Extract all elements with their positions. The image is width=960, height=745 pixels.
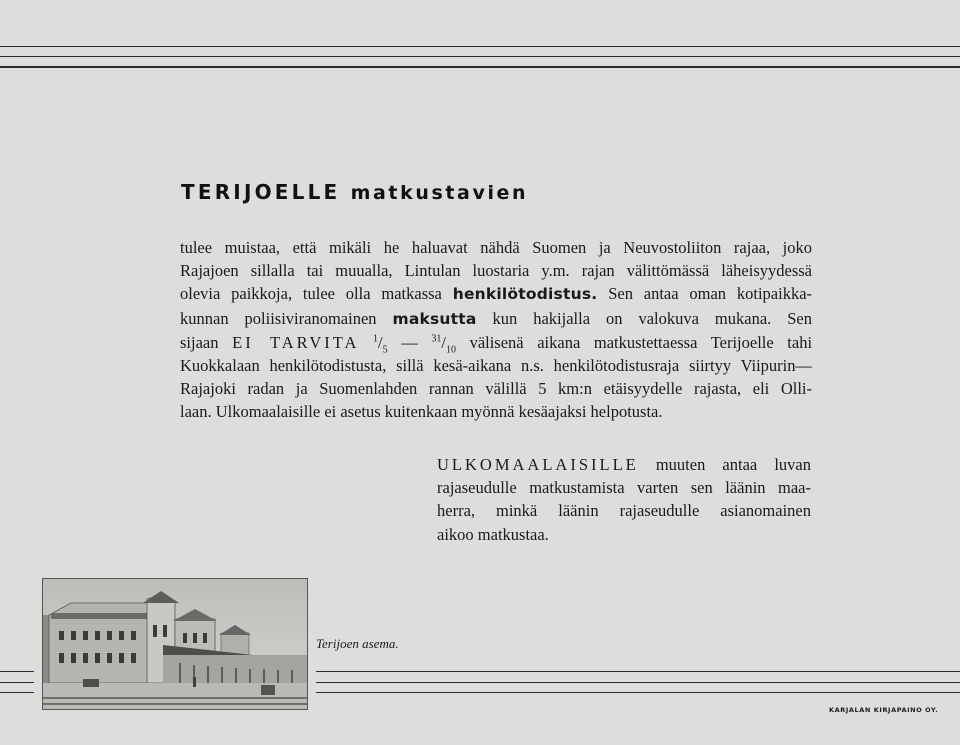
emphasis-henkilotodistus: henkilötodistus.	[452, 285, 598, 304]
paragraph-2-line-1	[437, 453, 811, 476]
line-4-text-a: kunnan poliisiviranomainen	[180, 308, 377, 328]
emphasis-maksutta: maksutta	[392, 309, 477, 328]
heading-part2: matkustavien	[350, 182, 529, 204]
paragraph-1-line-5	[180, 331, 812, 354]
paragraph-1-line-7: Rajajoki radan ja Suomenlahden rannan välillä 5 km:n etäisyydelle rajasta, eli Olli-	[180, 379, 812, 399]
emphasis-ei-tarvita: EI TARVITA	[232, 332, 360, 352]
line-1-text-b: muuten antaa luvan	[655, 455, 811, 474]
bottom-right-rule-3	[316, 692, 960, 693]
bottom-left-rule-1	[0, 671, 34, 672]
line-4-text-b: kun hakijalla on valokuva mukana. Sen	[492, 308, 812, 328]
photo-caption: Terijoen asema.	[316, 636, 399, 651]
top-rule-1	[0, 46, 960, 47]
emphasis-ulkomaalaisille: ULKOMAALAISILLE	[437, 455, 639, 474]
top-rule-3	[0, 66, 960, 68]
paragraph-1-line-3	[180, 282, 812, 306]
heading-part1: TERIJOELLE	[181, 180, 341, 204]
paragraph-2-line-2: rajaseudulle matkustamista varten sen läänin maa-	[437, 478, 811, 498]
paragraph-1	[180, 236, 812, 424]
paragraph-2-line-4: aikoo matkustaa.	[437, 524, 549, 544]
line-3-text-b: Sen antaa oman kotipaikka-	[608, 284, 813, 304]
paragraph-1-line-1: tulee muistaa, että mikäli he haluavat nähdä Suomen ja Neuvostoliiton rajaa, joko	[180, 238, 812, 257]
date-start-day: 1	[373, 333, 379, 345]
bottom-left-rule-3	[0, 692, 34, 693]
line-3-text-a: olevia paikkoja, tulee olla matkassa	[180, 284, 442, 304]
paragraph-1-line-6: Kuokkalaan henkilötodistusta, sillä kesä-aikana n.s. henkilötodistusraja siirtyy Viipurin—	[180, 356, 812, 376]
paragraph-2	[437, 453, 811, 546]
top-rule-2	[0, 56, 960, 57]
line-5-text-a: sijaan	[180, 332, 219, 352]
paragraph-1-line-8: laan. Ulkomaalaisille ei asetus kuitenkaan myönnä kesäajaksi helpotusta.	[180, 402, 663, 422]
paragraph-1-line-2: Rajajoen sillalla tai muualla, Lintulan luostaria y.m. rajan välittömässä läheisyydessä	[180, 261, 812, 281]
date-start-month: 5	[382, 344, 388, 356]
bottom-right-rule-1	[316, 671, 960, 672]
bottom-right-rule-2	[316, 682, 960, 683]
printer-imprint: KARJALAN KIRJAPAINO OY.	[829, 706, 939, 714]
line-5-text-b: välisenä aikana matkustettaessa Terijoelle tahi	[469, 332, 813, 352]
date-range: $^1/_5$ — $^{31}/_{10}$	[373, 332, 456, 356]
paragraph-1-line-4	[180, 307, 812, 331]
date-end-day: 31	[431, 333, 442, 345]
date-dash: —	[401, 332, 418, 352]
paragraph-2-line-3: herra, minkä läänin rajaseudulle asianomainen	[437, 501, 811, 521]
date-end-month: 10	[445, 344, 456, 356]
heading	[181, 180, 528, 204]
bottom-left-rule-2	[0, 682, 34, 683]
station-photo	[42, 578, 308, 710]
station-photo-illustration	[43, 579, 307, 709]
